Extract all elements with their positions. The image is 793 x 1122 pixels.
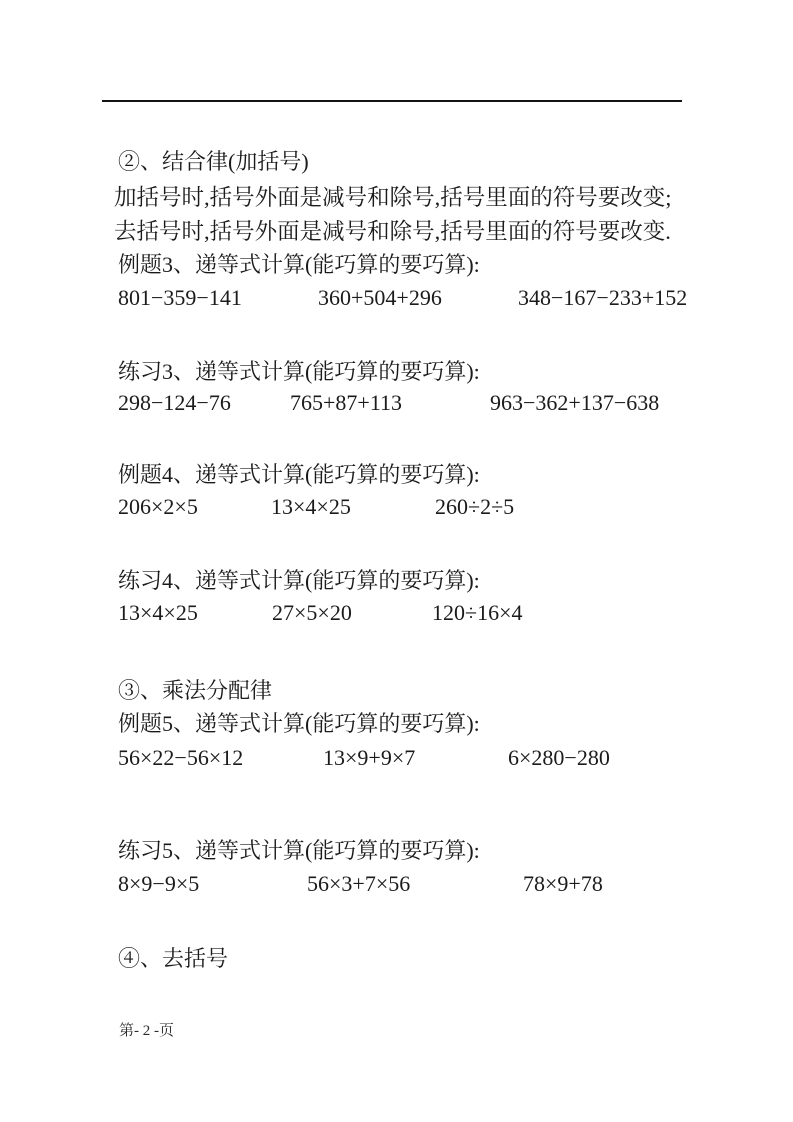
math-expression: 56×22−56×12 [118, 745, 244, 770]
math-expression: 801−359−141 [118, 285, 242, 310]
math-expression: 298−124−76 [118, 390, 231, 415]
math-expression: 360+504+296 [318, 285, 442, 310]
math-expression: 78×9+78 [523, 871, 603, 896]
math-expression: 13×4×25 [271, 494, 351, 519]
page-number-footer: 第- 2 -页 [119, 1023, 174, 1039]
example4-label: 例题4、递等式计算(能巧算的要巧算): [118, 462, 480, 487]
example5-expression-row [118, 744, 718, 772]
example4-expression-row [118, 493, 718, 521]
practice3-expression-row [118, 389, 718, 417]
math-expression: 6×280−280 [508, 745, 610, 770]
section-heading-associative-law: ②、结合律(加括号) [118, 149, 309, 174]
math-expression: 13×4×25 [118, 600, 198, 625]
math-expression: 27×5×20 [272, 600, 352, 625]
example3-expression-row [118, 284, 718, 312]
math-expression: 120÷16×4 [432, 600, 523, 625]
practice3-label: 练习3、递等式计算(能巧算的要巧算): [118, 359, 480, 384]
section-heading-distributive-law: ③、乘法分配律 [118, 678, 273, 703]
math-expression: 13×9+9×7 [323, 745, 416, 770]
rule-text-line-2: 去括号时,括号外面是减号和除号,括号里面的符号要改变. [114, 219, 671, 244]
header-divider-line [102, 100, 682, 102]
example3-label: 例题3、递等式计算(能巧算的要巧算): [118, 252, 480, 277]
rule-text-line-1: 加括号时,括号外面是减号和除号,括号里面的符号要改变; [114, 185, 672, 210]
math-expression: 348−167−233+152 [518, 285, 688, 310]
math-expression: 206×2×5 [118, 494, 198, 519]
math-expression: 8×9−9×5 [118, 871, 200, 896]
math-expression: 765+87+113 [290, 390, 402, 415]
math-expression: 963−362+137−638 [490, 390, 660, 415]
practice4-expression-row [118, 599, 718, 627]
math-expression: 56×3+7×56 [307, 871, 411, 896]
practice5-label: 练习5、递等式计算(能巧算的要巧算): [118, 838, 480, 863]
practice4-label: 练习4、递等式计算(能巧算的要巧算): [118, 568, 480, 593]
math-expression: 260÷2÷5 [435, 494, 515, 519]
example5-label: 例题5、递等式计算(能巧算的要巧算): [118, 711, 480, 736]
practice5-expression-row [118, 870, 718, 898]
section-heading-remove-brackets: ④、去括号 [118, 946, 229, 971]
